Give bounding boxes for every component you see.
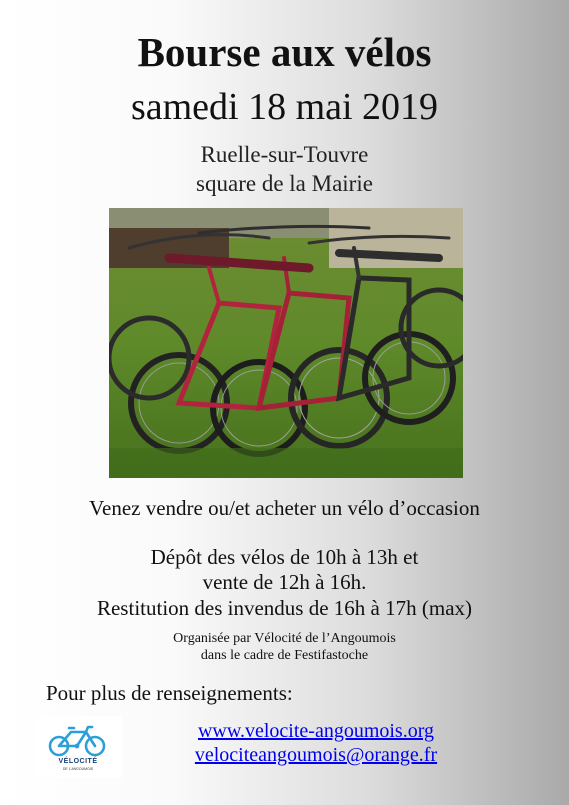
location-place: square de la Mairie bbox=[196, 171, 373, 196]
schedule-line-3: Restitution des invendus de 16h à 17h (max) bbox=[96, 596, 473, 620]
schedule-line-2: vente de 12h à 16h. bbox=[202, 570, 367, 594]
intro-text: Venez vendre ou/et acheter un vélo d’occasion bbox=[89, 496, 480, 520]
logo-name: VÉLOCITÉ bbox=[58, 758, 98, 765]
email-link[interactable]: velociteangoumois@orange.fr bbox=[194, 744, 438, 766]
organizer-line-2: dans le cadre de Festifastoche bbox=[200, 648, 369, 663]
poster-title: Bourse aux vélos bbox=[137, 29, 432, 75]
schedule-line-1: Dépôt des vélos de 10h à 13h et bbox=[150, 545, 419, 569]
logo-tagline: DE L'ANGOUMOIS bbox=[62, 767, 94, 771]
event-date: samedi 18 mai 2019 bbox=[130, 86, 439, 128]
website-link[interactable]: www.velocite-angoumois.org bbox=[197, 720, 435, 742]
location-town: Ruelle-sur-Touvre bbox=[200, 142, 369, 167]
bicycle-icon bbox=[46, 722, 110, 758]
organizer-line-1: Organisée par Vélocité de l’Angoumois bbox=[173, 631, 396, 646]
bicycles-photo bbox=[109, 208, 463, 478]
more-info-heading: Pour plus de renseignements: bbox=[46, 681, 293, 705]
velocite-logo bbox=[34, 716, 122, 778]
